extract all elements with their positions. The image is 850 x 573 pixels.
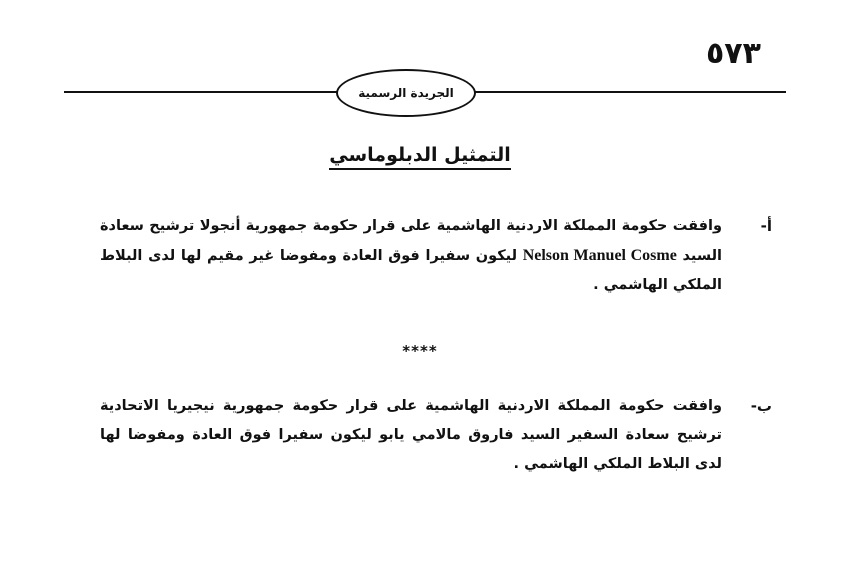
page-number: ٥٧٣ <box>706 36 761 71</box>
section-title-text: التمثيل الدبلوماسي <box>329 144 510 170</box>
item-b <box>100 392 772 479</box>
separator: **** <box>402 342 438 360</box>
item-a <box>100 212 772 300</box>
item-a-name-latin: Nelson Manuel Cosme <box>522 247 677 264</box>
item-b-marker: ب- <box>750 397 772 415</box>
item-b-text: وافقت حكومة المملكة الاردنية الهاشمية على قرار حكومة جمهورية نيجيريا الاتحادية ترشيح سعادة السفير السيد فاروق مالامي يابو ليكون سفيرا فوق العادة ومفوضا لها لدى البلاط الملكي الهاشمي . <box>100 398 722 472</box>
section-title <box>300 144 540 166</box>
item-a-marker: أ- <box>760 217 772 235</box>
item-a-text-before: وافقت حكومة المملكة الاردنية الهاشمية على قرار حكومة جمهورية أنجولا ترشيح سعادة السيد <box>100 218 722 264</box>
gazette-name: الجريدة الرسمية <box>358 86 454 100</box>
item-a-text <box>100 212 722 300</box>
item-a-text-after: ليكون سفيرا فوق العادة ومفوضا غير مقيم لها لدى البلاط الملكي الهاشمي . <box>100 248 722 293</box>
gazette-name-oval <box>336 69 476 117</box>
